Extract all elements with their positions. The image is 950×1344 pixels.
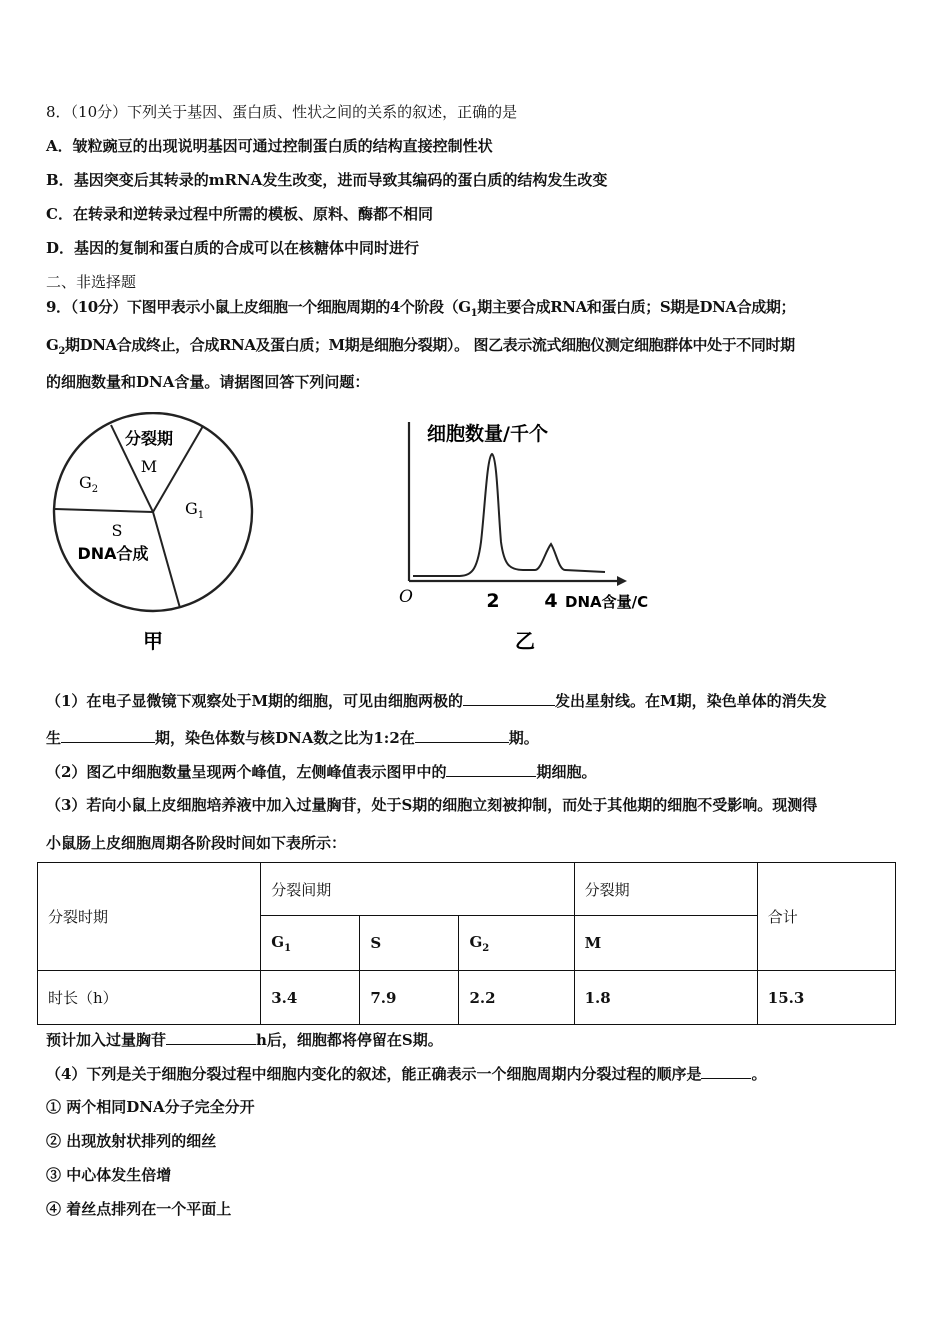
divider-g2-s xyxy=(55,509,153,512)
table-header-total: 合计 xyxy=(757,863,895,971)
figure-yi xyxy=(385,412,715,660)
label-g1: $G_1$ xyxy=(185,499,205,521)
label-m: M xyxy=(140,457,158,476)
table-header-phase: 分裂时期 xyxy=(38,863,261,971)
section-heading: 二、非选择题 xyxy=(46,273,137,291)
divider-s-g1 xyxy=(153,512,180,608)
table-col-g2: $G_2$ xyxy=(459,916,574,971)
q8-option-a: A．皱粒豌豆的出现说明基因可通过控制蛋白质的结构直接控制性状 xyxy=(46,137,493,155)
q9-part1-line1: （1）在电子显微镜下观察处于M期的细胞，可见由细胞两极的 发出星射线。在M期，染色单体的消失发 xyxy=(46,692,827,710)
q8-option-d: D．基因的复制和蛋白质的合成可以在核糖体中同时进行 xyxy=(46,239,420,257)
yi-tick-4: 4 xyxy=(544,590,558,612)
yi-tick-2: 2 xyxy=(486,590,500,612)
table-value-s: 7.9 xyxy=(360,971,459,1025)
table-col-s: S xyxy=(360,916,459,971)
q9-part2: （2）图乙中细胞数量呈现两个峰值，左侧峰值表示图甲中的 期细胞。 xyxy=(46,763,597,781)
yi-x-axis-arrow xyxy=(617,576,627,586)
q9-part3-line1: （3）若向小鼠上皮细胞培养液中加入过量胸苷，处于S期的细胞立刻被抑制，而处于其他期的细胞不受影响。现测得 xyxy=(46,796,818,814)
cell-cycle-table xyxy=(37,862,896,1025)
label-s: S xyxy=(111,521,123,540)
q9-stem-line3: 的细胞数量和DNA含量。请据图回答下列问题： xyxy=(46,373,370,391)
answer-blank-6[interactable] xyxy=(701,1063,751,1079)
q8-stem: 8．（10分）下列关于基因、蛋白质、性状之间的关系的叙述，正确的是 xyxy=(46,103,518,121)
table-header-division: 分裂期 xyxy=(574,863,757,916)
label-dna-synthesis: DNA合成 xyxy=(77,544,149,563)
q8-option-b: B．基因突变后其转录的mRNA发生改变，进而导致其编码的蛋白质的结构发生改变 xyxy=(46,171,608,189)
answer-blank-5[interactable] xyxy=(166,1029,256,1045)
figure-jia-caption: 甲 xyxy=(143,629,163,653)
table-header-interphase: 分裂间期 xyxy=(261,863,574,916)
q9-item-3: ③ 中心体发生倍增 xyxy=(46,1166,172,1184)
answer-blank-3[interactable] xyxy=(415,727,509,743)
q9-item-4: ④ 着丝点排列在一个平面上 xyxy=(46,1200,232,1218)
table-col-m: M xyxy=(574,916,757,971)
figure-yi-caption: 乙 xyxy=(515,629,535,653)
q9-stem-line2: $G_2$期DNA合成终止，合成RNA及蛋白质；M期是细胞分裂期）。 图乙表示流式细胞仪测定细胞群体中处于不同时期 xyxy=(46,336,795,357)
table-col-g1: $G_1$ xyxy=(261,916,360,971)
table-value-g1: 3.4 xyxy=(261,971,360,1025)
q9-item-2: ② 出现放射状排列的细丝 xyxy=(46,1132,217,1150)
table-value-g2: 2.2 xyxy=(459,971,574,1025)
yi-x-axis-label: DNA含量/C xyxy=(565,593,649,611)
figure-jia xyxy=(45,412,265,660)
label-division-phase: 分裂期 xyxy=(124,429,174,448)
answer-blank-1[interactable] xyxy=(463,690,555,706)
q9-part1-line2: 生 期，染色体数与核DNA数之比为1:2在 期。 xyxy=(46,729,539,747)
answer-blank-4[interactable] xyxy=(446,761,536,777)
yi-distribution-curve xyxy=(413,454,605,576)
q9-stem-line1: 9．（10分）下图甲表示小鼠上皮细胞一个细胞周期的4个阶段（$G_1$期主要合成RNA和蛋白质；S期是DNA合成期； xyxy=(46,298,796,319)
q9-item-1: ① 两个相同DNA分子完全分开 xyxy=(46,1098,255,1116)
q9-part3-answer: 预计加入过量胸苷 h后，细胞都将停留在S期。 xyxy=(46,1031,443,1049)
yi-y-axis-label: 细胞数量/千个 xyxy=(427,423,548,445)
label-g2: $G_2$ xyxy=(79,473,99,495)
yi-origin-label: O xyxy=(399,587,413,607)
table-value-m: 1.8 xyxy=(574,971,757,1025)
q9-part3-line2: 小鼠肠上皮细胞周期各阶段时间如下表所示： xyxy=(46,834,347,852)
answer-blank-2[interactable] xyxy=(61,727,155,743)
table-value-total: 15.3 xyxy=(757,971,895,1025)
q8-option-c: C．在转录和逆转录过程中所需的模板、原料、酶都不相同 xyxy=(46,205,433,223)
table-row-label: 时长（h） xyxy=(38,971,261,1025)
q9-part4: （4）下列是关于细胞分裂过程中细胞内变化的叙述，能正确表示一个细胞周期内分裂过程的顺序是 。 xyxy=(46,1065,767,1083)
